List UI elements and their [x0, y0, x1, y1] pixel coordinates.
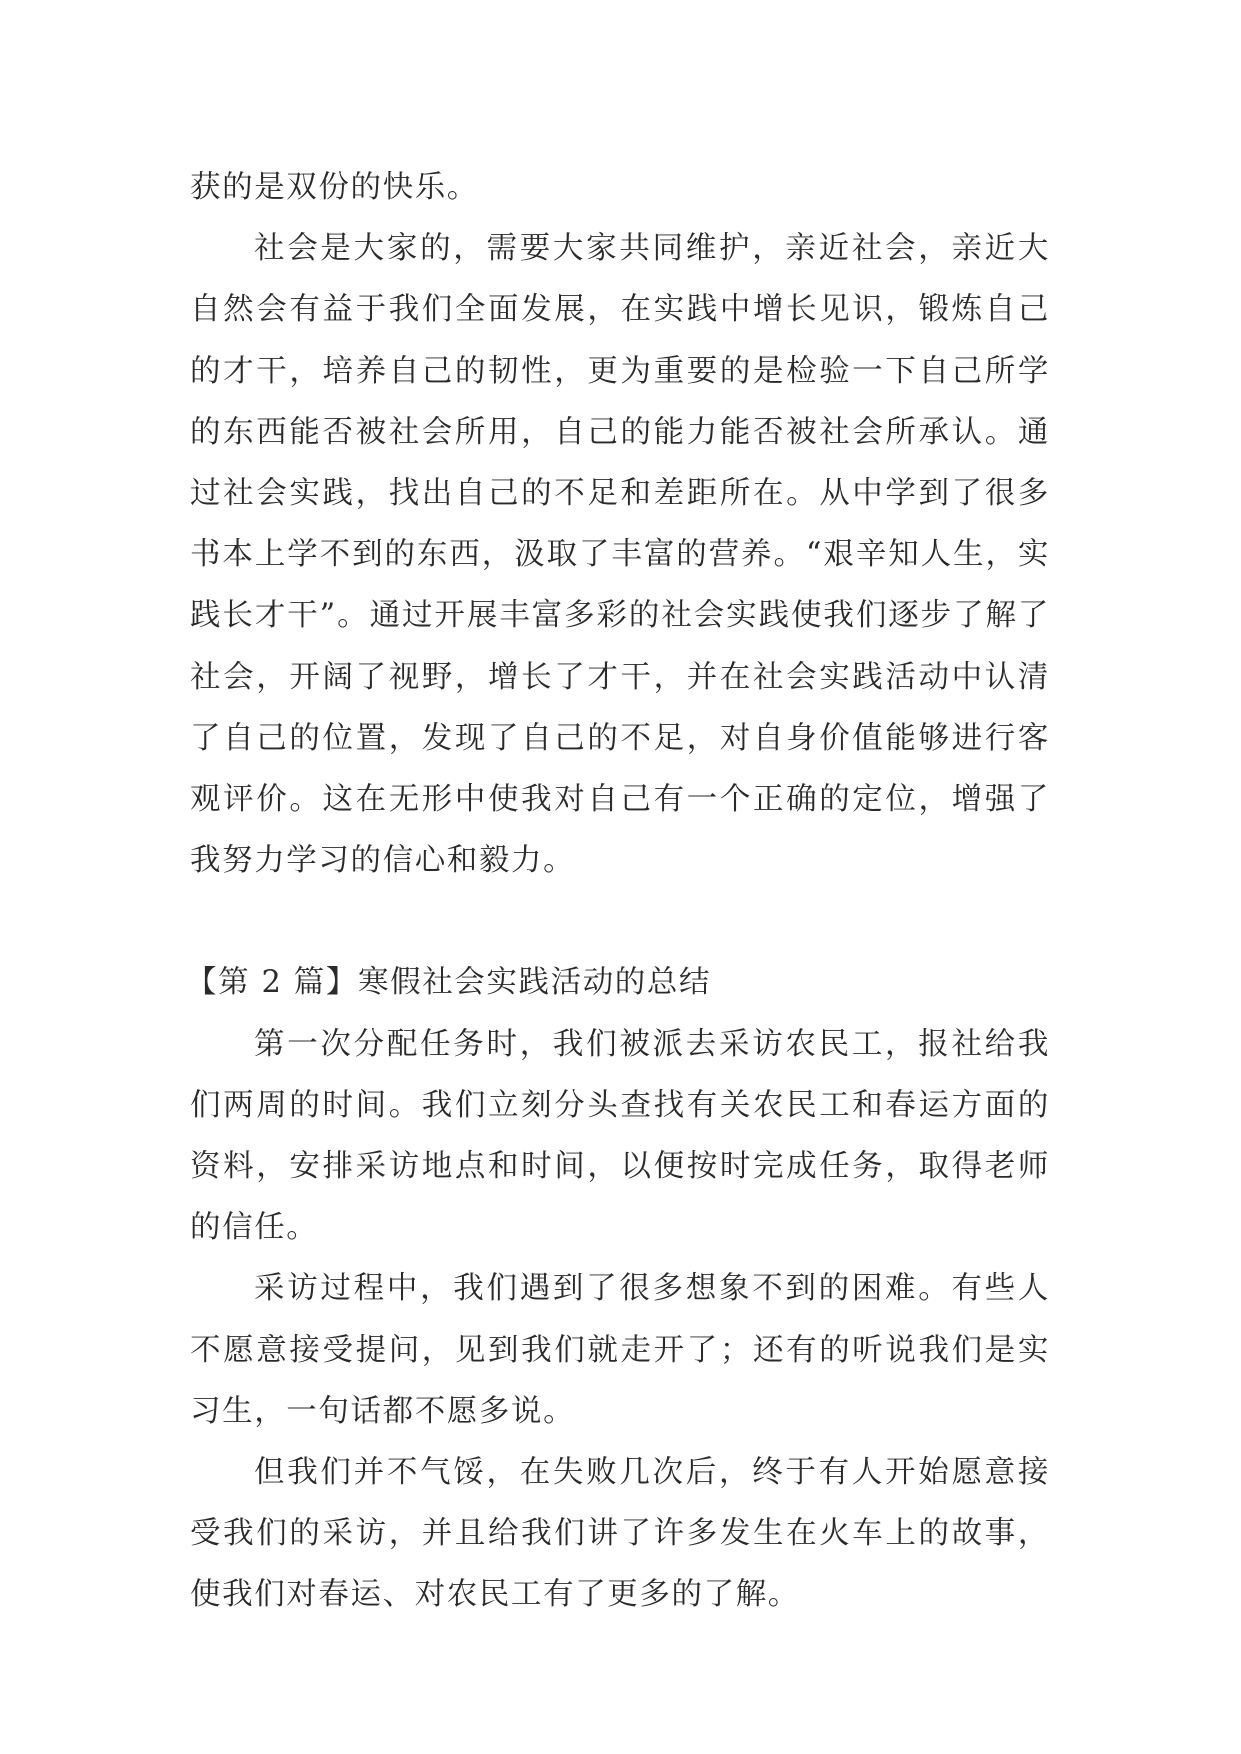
paragraph: 第一次分配任务时，我们被派去采访农民工，报社给我们两周的时间。我们立刻分头查找有关农民工和春运方面的资料，安排采访地点和时间，以便按时完成任务，取得老师的信任。 [190, 1026, 1050, 1246]
paragraph: 社会是大家的，需要大家共同维护，亲近社会，亲近大自然会有益于我们全面发展，在实践中增长见识，锻炼自己的才干，培养自己的韧性，更为重要的是检验一下自己所学的东西能否被社会所用，自己的能力能否被社会所承认。通过社会实践，找出自己的不足和差距所在。从中学到了很多书本上学不到的东西，汲取了丰富的营养。“艰辛知人生，实践长才干”。通过开展丰富多彩的社会实践使我们逐步了解了社会，开阔了视野，增长了才干，并在社会实践活动中认清了自己的位置，发现了自己的不足，对自身价值能够进行客观评价。这在无形中使我对自己有一个正确的定位，增强了我努力学习的信心和毅力。 [190, 231, 1050, 879]
paragraph: 但我们并不气馁，在失败几次后，终于有人开始愿意接受我们的采访，并且给我们讲了许多发生在火车上的故事，使我们对春运、对农民工有了更多的了解。 [190, 1455, 1050, 1613]
document-body [186, 157, 1050, 1626]
section-heading: 【第 2 篇】寒假社会实践活动的总结 [186, 965, 712, 1001]
paragraph: 采访过程中，我们遇到了很多想象不到的困难。有些人不愿意接受提问，见到我们就走开了；还有的听说我们是实习生，一句话都不愿多说。 [190, 1271, 1050, 1429]
paragraph-continuation: 获的是双份的快乐。 [190, 170, 479, 205]
